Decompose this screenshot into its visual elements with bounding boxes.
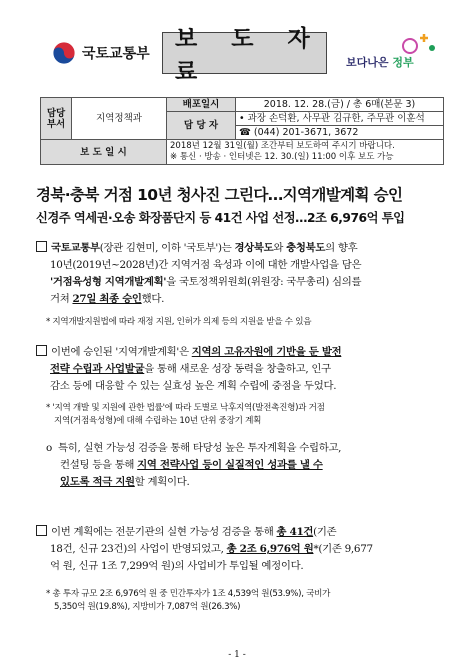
p4-line3: 억 원, 신규 1조 7,299억 원)의 사업비가 투입될 예정이다. <box>50 560 304 572</box>
p4-line2b: 총 2조 6,976억 원 <box>226 543 314 555</box>
p1-ministry: 국토교통부 <box>51 242 100 254</box>
report-time-label: 보 도 일 시 <box>41 140 167 165</box>
taegeuk-emblem-icon <box>52 41 76 65</box>
government-slogan-logo <box>340 32 440 74</box>
p3-line3b: 할 계획이다. <box>134 476 190 488</box>
p3-line1: 특히, 실현 가능성 검증을 통해 타당성 높은 투자계획을 수립하고, <box>57 442 342 454</box>
distribution-value: 2018. 12. 28.(금) / 총 6매(본문 3) <box>236 98 444 112</box>
paragraph-1 <box>36 240 448 308</box>
p3-line2b: 지역 전략사업 등이 실질적인 성과를 낼 수 <box>137 459 323 471</box>
subheadline: 신경주 역세권·오송 화장품단지 등 41건 사업 선정…2조 6,976억 투입 <box>36 211 405 225</box>
contact-names: • 과장 손덕환, 사무관 김규한, 주무관 이훈석 <box>236 112 444 126</box>
contact-label: 담 당 자 <box>167 112 236 140</box>
footnote-3-line1: * 총 투자 규모 2조 6,976억 원 중 민간투자가 1조 4,539억 원(53.9%), 국비가 <box>46 589 331 599</box>
paragraph-4 <box>36 524 448 575</box>
p2-line1a: 이번에 승인된 '지역개발계획'은 <box>51 346 192 358</box>
p1-plan-name: '거점육성형 지역개발계획' <box>50 276 167 288</box>
distribution-label: 배포일시 <box>167 98 236 112</box>
slogan-main: 보다나은 <box>346 56 393 69</box>
footnote-2-line1: * '지역 개발 및 지원에 관한 법률'에 따라 도별로 낙후지역(발전촉진형)과 거점 <box>46 403 325 413</box>
p1-gyeongbuk: 경상북도 <box>234 242 274 254</box>
contact-phone <box>236 126 444 140</box>
dept-label-text: 담당 부서 <box>46 107 66 130</box>
p4-line1c: (기존 <box>313 526 337 538</box>
ministry-name: 국토교통부 <box>82 46 150 62</box>
p1-line3: 을 국토정책위원회(위원장: 국무총리) 심의를 <box>166 276 362 288</box>
paragraph-2 <box>36 344 448 395</box>
slogan-accent: 정부 <box>392 56 414 69</box>
footnote-3 <box>46 588 446 614</box>
p4-line1a: 이번 계획에는 전문기관의 실현 가능성 검증을 통해 <box>51 526 277 538</box>
bullet-square-icon <box>36 345 47 356</box>
bullet-square-icon <box>36 525 47 536</box>
footnote-2-line2: 지역(거점육성형)에 대해 수립하는 10년 단위 중장기 계획 <box>54 416 262 426</box>
slogan-graphic-icon <box>400 34 438 56</box>
dept-value: 지역정책과 <box>72 98 167 140</box>
p1-approval: 27일 최종 승인 <box>72 293 142 305</box>
p4-line2c: *(기존 9,677 <box>313 543 373 555</box>
report-time-line2: ※ 통신 · 방송 · 인터넷은 12. 30.(일) 11:00 이후 보도 가능 <box>170 152 394 162</box>
contact-names-text: 과장 손덕환, 사무관 김규한, 주무관 이훈석 <box>247 113 425 124</box>
p3-line2a: 컨설팅 등을 통해 <box>60 459 138 471</box>
p1-line4c: 했다. <box>141 293 165 305</box>
bullet-circle-icon: o <box>46 442 52 454</box>
p1-line4a: 거쳐 <box>50 293 73 305</box>
contact-phone-text: (044) 201-3671, 3672 <box>253 127 359 138</box>
bullet-square-icon <box>36 241 47 252</box>
p1-line2: 10년(2019년~2028년)간 지역거점 육성과 이에 대한 개발사업을 담은 <box>50 259 362 271</box>
footnote-3-line2: 5,350억 원(19.8%), 지방비가 7,087억 원(26.3%) <box>54 602 241 612</box>
footnote-2 <box>46 402 446 428</box>
press-release-title: 보 도 자 료 <box>175 26 323 85</box>
headline: 경북·충북 거점 10년 청사진 그린다…지역개발계획 승인 <box>36 186 403 204</box>
p3-line3a: 있도록 적극 지원 <box>60 476 135 488</box>
page-number: - 1 - <box>228 650 246 660</box>
press-info-table <box>40 97 444 165</box>
footnote-1: * 지역개발지원법에 따라 재정 지원, 인허가 의제 등의 지원을 받을 수 있음 <box>46 317 312 327</box>
p1-part: (장관 김현미, 이하 '국토부')는 <box>99 242 235 254</box>
p2-line3: 감소 등에 대응할 수 있는 실효성 높은 계획 수립에 중점을 두었다. <box>50 380 337 392</box>
p4-line1b: 총 41건 <box>276 526 314 538</box>
p2-line1b: 지역의 고유자원에 기반을 둔 발전 <box>191 346 342 358</box>
p1-chungbuk: 충청북도 <box>286 242 326 254</box>
report-time-line1: 2018년 12월 31일(월) 조간부터 보도하여 주시기 바랍니다. <box>170 141 395 151</box>
slogan-text <box>346 54 414 70</box>
ministry-logo <box>52 38 160 68</box>
p1-future: 의 향후 <box>325 242 358 254</box>
paragraph-3 <box>46 440 448 491</box>
press-release-title-box <box>162 26 327 85</box>
p4-line2a: 18건, 신규 23건)의 사업이 반영되었고, <box>50 543 227 555</box>
phone-icon: ☎ <box>239 127 251 138</box>
dept-label <box>41 98 72 140</box>
p2-line2a: 전략 수립과 사업발굴 <box>50 363 145 375</box>
p1-and: 와 <box>273 242 287 254</box>
report-time-value <box>167 140 444 165</box>
p2-line2b: 을 통해 새로운 성장 동력을 창출하고, 인구 <box>144 363 331 375</box>
